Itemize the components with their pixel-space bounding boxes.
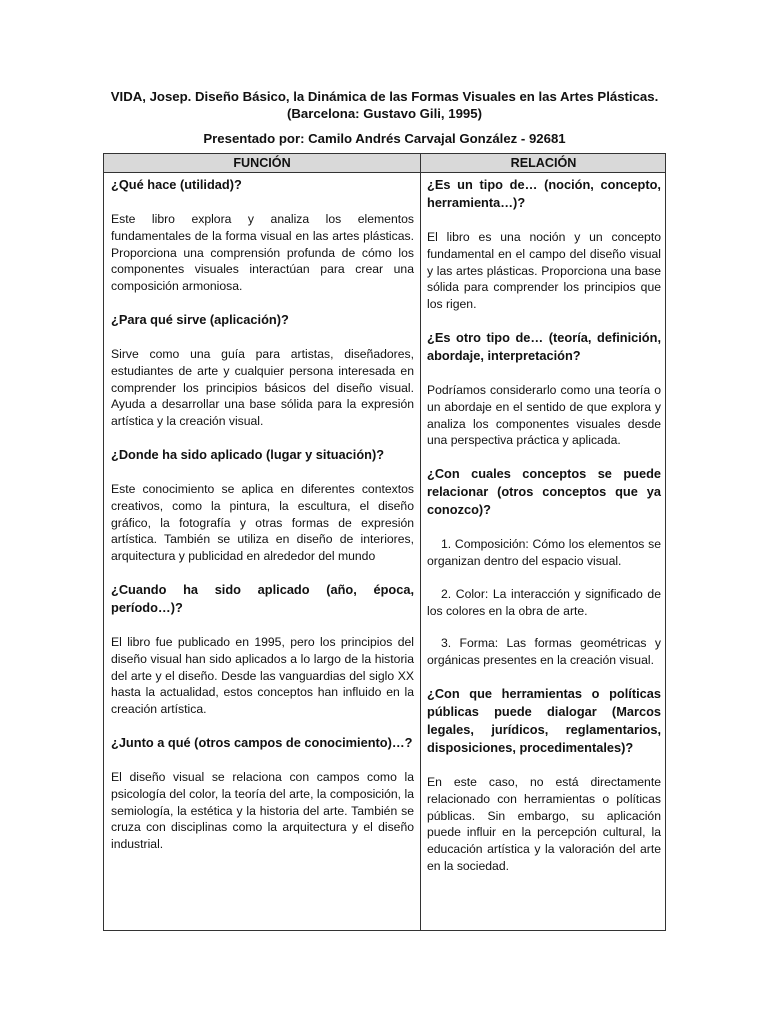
header-funcion: FUNCIÓN <box>233 156 291 170</box>
answer-lugar: Este conocimiento se aplica en diferentes contextos creativos, como la pintura, la escultura, el diseño gráfico, la fotografía y otras formas de expresión artística. También se utiliza en diseño de interiores, arquitectura y publicidad en alrededor del mundo <box>111 481 414 564</box>
question-junto-a: ¿Junto a qué (otros campos de conocimiento)…? <box>111 734 413 750</box>
question-utilidad: ¿Qué hace (utilidad)? <box>111 177 242 192</box>
question-lugar: ¿Donde ha sido aplicado (lugar y situación)? <box>111 446 385 462</box>
citation-line-2: (Barcelona: Gustavo Gili, 1995) <box>287 106 482 121</box>
answer-herramientas: En este caso, no está directamente relacionado con herramientas o políticas públicas. Sin embargo, su aplicación puede influir en la percepción cultural, la educación artística y la valoración del arte en la sociedad. <box>427 774 661 873</box>
header-relacion: RELACIÓN <box>510 156 577 170</box>
answer-utilidad: Este libro explora y analiza los elementos fundamentales de la forma visual en las artes plásticas. Proporciona una comprensión profunda de cómo los componentes visuales interactúan para crear una composición armoniosa. <box>111 212 414 294</box>
answer-cuando: El libro fue publicado en 1995, pero los principios del diseño visual han sido aplicados a lo largo de la historia del arte y el diseño. Desde las vanguardias del siglo XX hasta la actualidad, estos conceptos han influido en la creación artística. <box>111 634 414 717</box>
question-tipo: ¿Es un tipo de… (noción, concepto, herramienta…)? <box>427 177 661 210</box>
question-herramientas: ¿Con que herramientas o políticas públicas puede dialogar (Marcos legales, jurídicos, reglamentarios, disposiciones, procedimentales)? <box>427 685 661 755</box>
relacion-column <box>427 176 661 891</box>
citation-line-1: VIDA, Josep. Diseño Básico, la Dinámica de las Formas Visuales en las Artes Plásticas. <box>110 89 659 104</box>
question-conceptos: ¿Con cuales conceptos se puede relacionar (otros conceptos que ya conozco)? <box>427 466 661 518</box>
answer-junto-a: El diseño visual se relaciona con campos como la psicología del color, la teoría del arte, la composición, la semiología, la estética y la historia del arte. También se cruza con disciplinas como la arquitectura y el diseño industrial. <box>111 769 414 852</box>
question-otro-tipo: ¿Es otro tipo de… (teoría, definición, abordaje, interpretación? <box>427 329 661 363</box>
funcion-column <box>111 176 414 869</box>
concept-item-forma: 3. Forma: Las formas geométricas y orgánicas presentes en la creación visual. <box>427 636 661 668</box>
answer-tipo: El libro es una noción y un concepto fundamental en el campo del diseño visual y las artes plásticas. Proporciona una base sólida para comprender los principios que los rigen. <box>427 230 661 312</box>
function-relation-table <box>103 153 666 931</box>
question-aplicacion: ¿Para qué sirve (aplicación)? <box>111 311 289 327</box>
column-divider <box>420 154 421 930</box>
table-header-row <box>104 154 665 173</box>
question-cuando: ¿Cuando ha sido aplicado (año, época, período…)? <box>111 581 414 615</box>
concept-item-composicion: 1. Composición: Cómo los elementos se organizan dentro del espacio visual. <box>427 537 661 568</box>
answer-aplicacion: Sirve como una guía para artistas, diseñadores, estudiantes de arte y cualquier persona interesada en comprender los principios básicos del diseño visual. Ayuda a desarrollar una base sólida para la expresión artística y la creación visual. <box>111 346 414 429</box>
answer-otro-tipo: Podríamos considerarlo como una teoría o un abordaje en el sentido de que explora y analiza los componentes visuales desde una perspectiva práctica y aplicada. <box>427 382 661 448</box>
concept-item-color: 2. Color: La interacción y significado de los colores en la obra de arte. <box>427 586 661 618</box>
presenter-line: Presentado por: Camilo Andrés Carvajal González - 92681 <box>203 131 566 146</box>
